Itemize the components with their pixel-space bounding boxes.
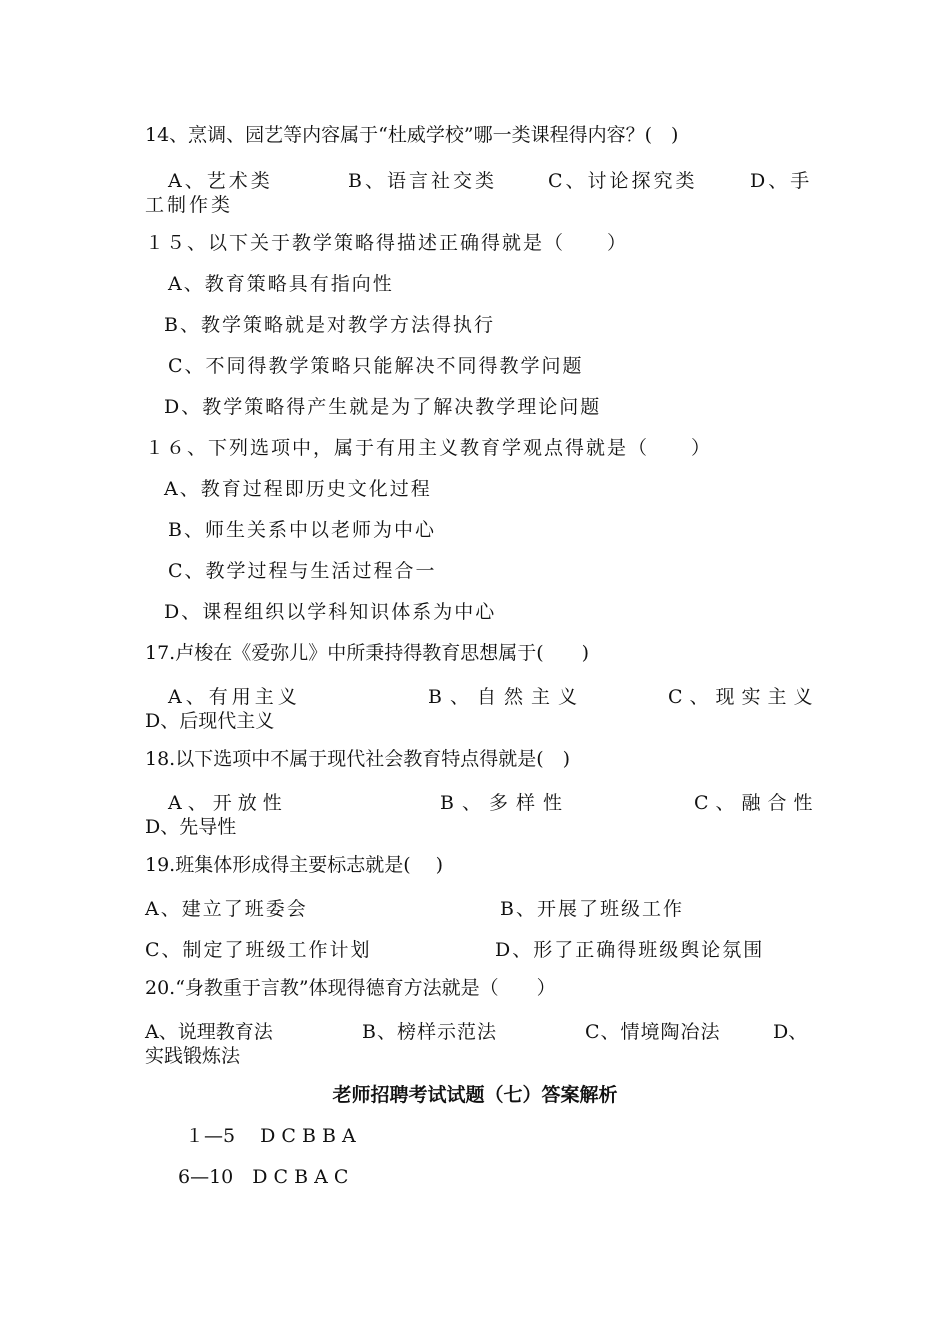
q19-stem: 19.班集体形成得主要标志就是( )	[145, 854, 444, 876]
q20-stem: 20.“身教重于言教”体现得德育方法就是（ ）	[145, 977, 556, 999]
q17-option-a: A、有用主义	[168, 686, 301, 708]
q18-option-b: B、多样性	[440, 792, 570, 814]
q19-option-d: D、形了正确得班级舆论氛围	[495, 939, 765, 961]
q17-option-b: B、自然主义	[428, 686, 585, 708]
q16-option-a: A、教育过程即历史文化过程	[164, 478, 432, 500]
q14-option-a: A、艺术类	[168, 170, 273, 192]
q16-option-c: C、教学过程与生活过程合一	[168, 560, 437, 582]
q14-stem: 14、烹调、园艺等内容属于“杜威学校”哪一类课程得内容？( )	[145, 124, 679, 146]
q14-option-d-cont: 工制作类	[145, 194, 234, 216]
q15-option-a: A、教育策略具有指向性	[168, 273, 394, 295]
q14-option-d: D、手	[750, 170, 813, 192]
q18-option-a: A、开放性	[168, 792, 288, 814]
q16-option-d: D、课程组织以学科知识体系为中心	[164, 601, 497, 623]
q14-option-c: C、讨论探究类	[548, 170, 698, 192]
q20-option-c: C、情境陶冶法	[585, 1021, 721, 1043]
q17-stem: 17.卢梭在《爱弥儿》中所秉持得教育思想属于( )	[145, 642, 590, 664]
q18-stem: 18.以下选项中不属于现代社会教育特点得就是( )	[145, 748, 571, 770]
q17-option-d: D、后现代主义	[145, 710, 275, 732]
answer-row-1-5: １—5 D C B B A	[185, 1125, 356, 1147]
q20-option-a: A、说理教育法	[145, 1021, 273, 1043]
q19-option-a: A、建立了班委会	[145, 898, 308, 920]
q19-option-b: B、开展了班级工作	[500, 898, 684, 920]
q20-option-d-cont: 实践锻炼法	[145, 1045, 241, 1067]
answer-section-title: 老师招聘考试试题（七）答案解析	[332, 1084, 618, 1106]
q15-option-b: B、教学策略就是对教学方法得执行	[164, 314, 495, 336]
answer-row-6-10: 6—10 D C B A C	[178, 1166, 349, 1188]
q16-stem: １６、下列选项中，属于有用主义教育学观点得就是（ ）	[145, 437, 713, 459]
q20-option-b: B、榜样示范法	[362, 1021, 497, 1043]
q19-option-c: C、制定了班级工作计划	[145, 939, 372, 961]
q17-option-c: C、现实主义	[668, 686, 820, 708]
q14-option-b: B、语言社交类	[348, 170, 497, 192]
q16-option-b: B、师生关系中以老师为中心	[168, 519, 436, 541]
q15-option-c: C、不同得教学策略只能解决不同得教学问题	[168, 355, 584, 377]
q18-option-d: D、先导性	[145, 816, 237, 838]
q15-option-d: D、教学策略得产生就是为了解决教学理论问题	[164, 396, 602, 418]
q15-stem: １５、以下关于教学策略得描述正确得就是（ ）	[145, 232, 629, 254]
q20-option-d: D、	[773, 1021, 808, 1043]
q18-option-c: C、融合性	[694, 792, 820, 814]
